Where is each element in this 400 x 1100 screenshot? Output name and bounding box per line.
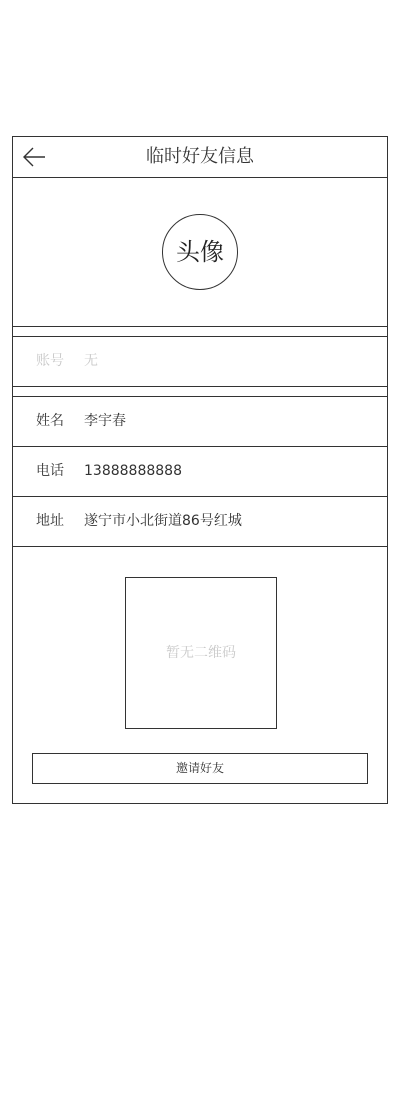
address-value: 遂宁市小北街道86号红城 [84, 513, 242, 529]
name-label: 姓名 [36, 413, 64, 429]
phone-label: 电话 [36, 463, 64, 479]
phone-value: 13888888888 [84, 463, 182, 479]
avatar-section [13, 178, 387, 327]
address-label: 地址 [36, 513, 64, 529]
name-row [13, 397, 387, 447]
qr-code-placeholder: 暂无二维码 [125, 577, 277, 729]
account-value: 无 [84, 353, 98, 369]
header [13, 137, 387, 178]
account-label: 账号 [36, 353, 64, 369]
page-title: 临时好友信息 [146, 146, 254, 167]
account-row [13, 337, 387, 387]
invite-friend-button[interactable]: 邀请好友 [32, 753, 368, 784]
name-value: 李宇春 [84, 413, 126, 429]
friend-info-screen [12, 136, 388, 804]
phone-row [13, 447, 387, 497]
avatar: 头像 [162, 214, 238, 290]
address-row [13, 497, 387, 547]
